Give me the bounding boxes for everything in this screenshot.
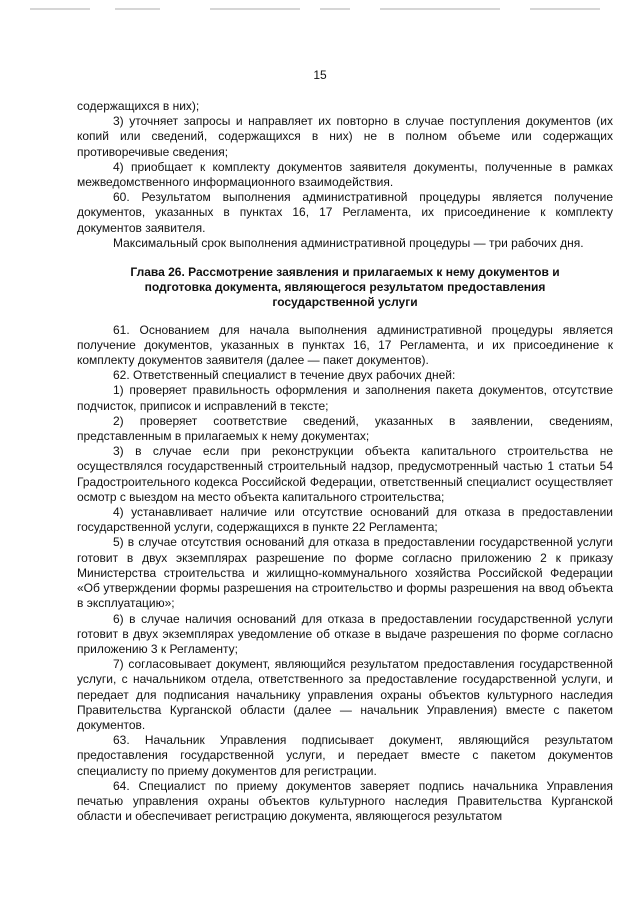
- paragraph: 4) приобщает к комплекту документов заявителя документы, полученные в рамках межведомственного информационного взаимодействия.: [77, 159, 613, 190]
- list-item: 1) проверяет правильность оформления и заполнения пакета документов, отсутствие подчисток, приписок и исправлений в тексте;: [77, 383, 613, 413]
- scan-mark: [30, 8, 90, 10]
- scan-artifact-header: [20, 8, 620, 14]
- paragraph: 61. Основанием для начала выполнения административной процедуры является получение документов, указанных в пунктах 16, 17 Регламента, и их присоединение к комплекту документов заявителя (далее — пакет документов).: [77, 322, 613, 368]
- scan-mark: [115, 8, 160, 10]
- list-item: 2) проверяет соответствие сведений, указанных в заявлении, сведениям, представленным в прилагаемых к нему документах;: [77, 413, 613, 444]
- page-number: 15: [313, 68, 327, 82]
- scan-mark: [210, 8, 300, 10]
- list-item: 5) в случае отсутствия оснований для отказа в предоставлении государственной услуги готовит в двух экземплярах разрешение по форме согласно приложению 2 к приказу Министерства строительства и жилищно-коммунального хозяйства Российской Федерации «Об утверждении формы разрешения на строительство и формы разрешения на ввод объекта в эксплуатацию»;: [77, 535, 613, 611]
- paragraph: 63. Начальник Управления подписывает документ, являющийся результатом предоставления государственной услуги, и передает вместе с пакетом документов специалисту по приему документов для регистрации.: [77, 733, 613, 778]
- paragraph: 62. Ответственный специалист в течение двух рабочих дней:: [113, 368, 456, 383]
- document-body: [77, 99, 613, 824]
- chapter-heading: Глава 26. Рассмотрение заявления и прилагаемых к нему документов и подготовка документа, являющегося результатом предоставления государственной услуги: [130, 265, 560, 310]
- paragraph: 3) уточняет запросы и направляет их повторно в случае поступления документов (их копий или сведений, содержащихся в них) не в полном объеме или содержащих противоречивые сведения;: [77, 114, 613, 159]
- list-item: 4) устанавливает наличие или отсутствие оснований для отказа в предоставлении государственной услуги, содержащихся в пункте 22 Регламента;: [77, 505, 613, 535]
- list-item: 3) в случае если при реконструкции объекта капитального строительства не осуществлялся государственный строительный надзор, предусмотренный частью 1 статьи 54 Градостроительного кодекса Российской Федерации, ответственный специалист осуществляет осмотр с выездом на место объекта капитального строительства;: [77, 444, 613, 504]
- paragraph: содержащихся в них);: [77, 99, 200, 113]
- scan-mark: [530, 8, 600, 10]
- scan-mark: [380, 8, 500, 10]
- paragraph: 60. Результатом выполнения административной процедуры является получение документов, указанных в пунктах 16, 17 Регламента, их присоединение к комплекту документов заявителя.: [77, 190, 613, 235]
- list-item: 7) согласовывает документ, являющийся результатом предоставления государственной услуги, с начальником отдела, ответственного за предоставление государственной услуги, и передает для подписания начальнику управления охраны объектов культурного наследия Правительства Курганской области (далее — начальник Управления) вместе с пакетом документов.: [77, 657, 613, 732]
- scan-mark: [320, 8, 350, 10]
- paragraph: Максимальный срок выполнения административной процедуры — три рабочих дня.: [113, 235, 584, 250]
- paragraph: 64. Специалист по приему документов заверяет подпись начальника Управления печатью управления охраны объектов культурного наследия Правительства Курганской области и обеспечивает регистрацию документа, являющегося результатом: [77, 778, 613, 824]
- list-item: 6) в случае наличия оснований для отказа в предоставлении государственной услуги готовит в двух экземплярах уведомление об отказе в выдаче разрешения по форме согласно приложению 3 к Регламенту;: [77, 611, 613, 656]
